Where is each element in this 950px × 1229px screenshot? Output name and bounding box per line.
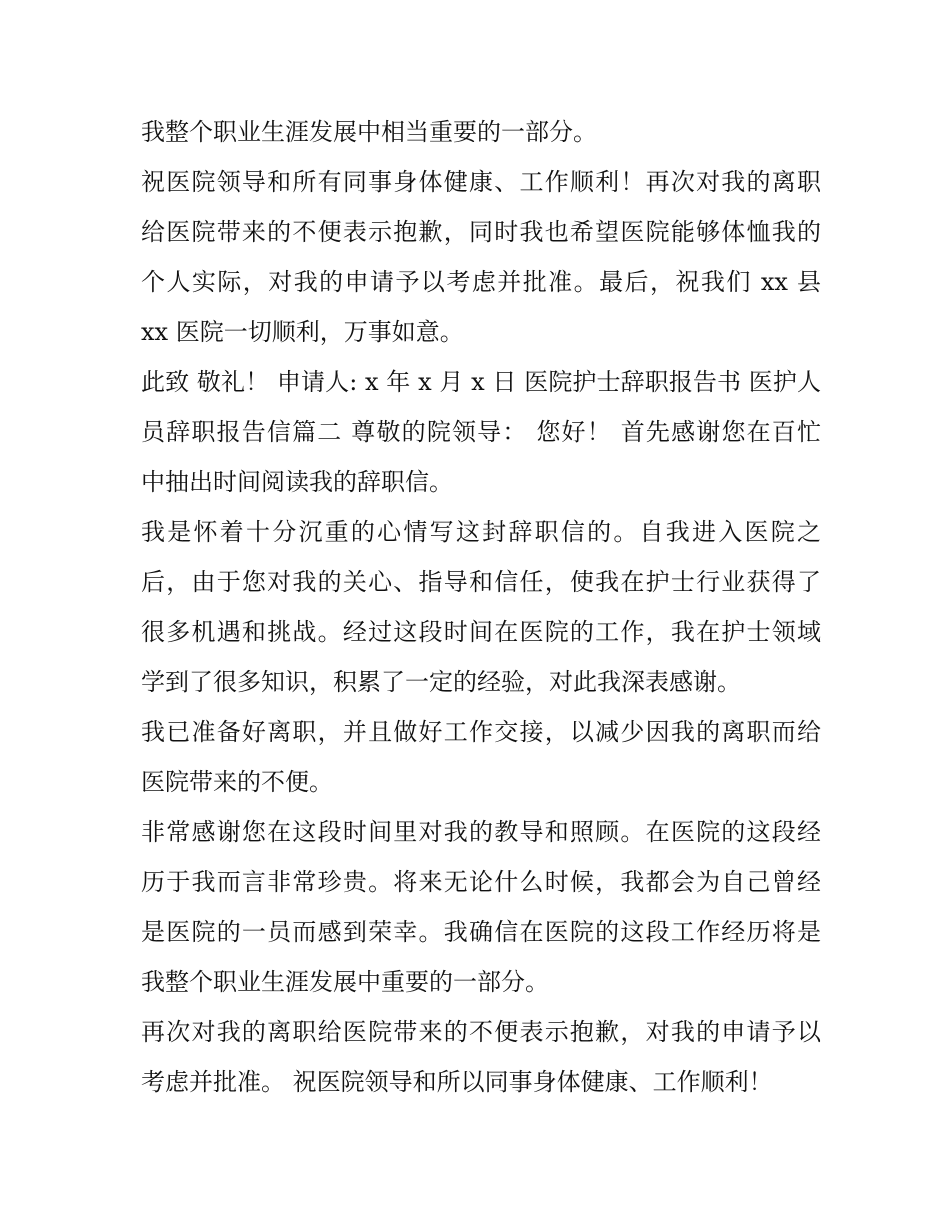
text-line: 再次对我的离职给医院带来的不便表示抱歉，对我的申请予以: [141, 1018, 821, 1046]
text-line: 我整个职业生涯发展中相当重要的一部分。: [141, 118, 597, 146]
text-line: 医院带来的不便。: [141, 768, 333, 796]
text-line: 中抽出时间阅读我的辞职信。: [141, 468, 453, 496]
text-line: 我整个职业生涯发展中重要的一部分。: [141, 968, 549, 996]
text-line: 个人实际，对我的申请予以考虑并批准。最后，祝我们 xx 县: [141, 268, 821, 296]
text-line: 很多机遇和挑战。经过这段时间在医院的工作，我在护士领域: [141, 618, 821, 646]
text-line: 我是怀着十分沉重的心情写这封辞职信的。自我进入医院之: [141, 518, 821, 546]
text-line: 非常感谢您在这段时间里对我的教导和照顾。在医院的这段经: [141, 818, 821, 846]
text-line: 考虑并批准。 祝医院领导和所以同事身体健康、工作顺利！: [141, 1068, 773, 1096]
text-line: 历于我而言非常珍贵。将来无论什么时候，我都会为自己曾经: [141, 868, 821, 896]
text-line: 后，由于您对我的关心、指导和信任，使我在护士行业获得了: [141, 568, 821, 596]
text-line: 是医院的一员而感到荣幸。我确信在医院的这段工作经历将是: [141, 918, 821, 946]
text-line: 给医院带来的不便表示抱歉，同时我也希望医院能够体恤我的: [141, 218, 821, 246]
text-line: xx 医院一切顺利，万事如意。: [141, 318, 464, 346]
text-line: 员辞职报告信篇二 尊敬的院领导： 您好！ 首先感谢您在百忙: [141, 418, 821, 446]
text-line: 学到了很多知识，积累了一定的经验，对此我深表感谢。: [141, 668, 741, 696]
text-line: 祝医院领导和所有同事身体健康、工作顺利！再次对我的离职: [141, 168, 821, 196]
text-line: 我已准备好离职，并且做好工作交接，以减少因我的离职而给: [141, 718, 821, 746]
text-line: 此致 敬礼！ 申请人: x 年 x 月 x 日 医院护士辞职报告书 医护人: [141, 368, 821, 396]
document-body: [141, 107, 821, 1107]
